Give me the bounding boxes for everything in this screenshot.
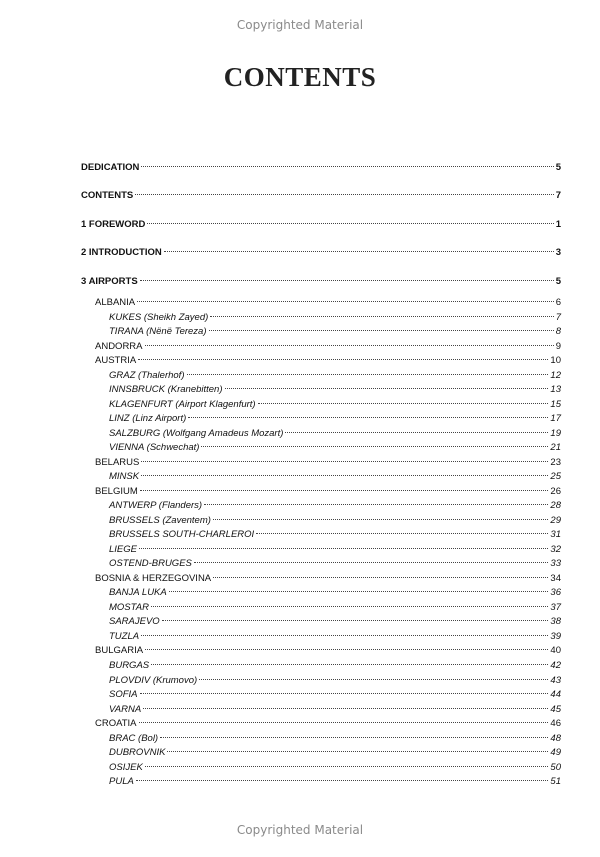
toc-country-entry [95,645,561,656]
toc-entry-label: TIRANA (Nënë Tereza) [109,326,207,338]
toc-entry-page-number: 34 [550,572,561,584]
toc-entry-page-number: 8 [555,326,561,338]
dot-leader [135,194,553,195]
toc-entry-label: DEDICATION [81,162,140,173]
toc-entry-page-number: 1 [555,219,561,230]
dot-leader [256,533,548,534]
toc-country-entry [95,718,561,729]
toc-entry-page-number: 31 [550,529,561,541]
toc-entry-label: PLOVDIV (Krumovo) [109,674,198,686]
toc-entry-page-number: 7 [555,190,561,201]
toc-entry-label: SOFIA [109,689,138,701]
toc-entry-label: LINZ (Linz Airport) [109,413,187,425]
toc-entry-label: ANDORRA [95,340,143,352]
dot-leader [140,280,554,281]
toc-airport-entry [109,515,561,526]
toc-entry-label: ANTWERP (Flanders) [109,500,203,512]
toc-airport-entry [109,776,561,787]
toc-entry-label: BANJA LUKA [109,587,167,599]
toc-airport-entry [109,616,561,627]
toc-country-entry [95,573,561,584]
toc-entry-page-number: 40 [550,645,561,657]
toc-entry-label: AUSTRIA [95,355,137,367]
dot-leader [140,490,549,491]
toc-airport-entry [109,675,561,686]
dot-leader [151,664,548,665]
dot-leader [141,166,553,167]
toc-entry-label: BELARUS [95,456,140,468]
dot-leader [225,388,549,389]
dot-leader [258,403,549,404]
toc-airport-entry [109,602,561,613]
toc-entry-label: CROATIA [95,718,137,730]
toc-airport-entry [109,399,561,410]
toc-entry-label: BRAC (Bol) [109,732,159,744]
toc-airport-entry [109,762,561,773]
toc-entry-label: CONTENTS [81,190,134,201]
toc-entry-page-number: 49 [550,747,561,759]
toc-entry-page-number: 28 [550,500,561,512]
toc-airport-entry [109,312,561,323]
dot-leader [167,751,548,752]
dot-leader [164,251,554,252]
dot-leader [209,330,554,331]
toc-section-entry [81,190,561,201]
toc-entry-label: SALZBURG (Wolfgang Amadeus Mozart) [109,427,284,439]
dot-leader [141,461,548,462]
dot-leader [188,417,548,418]
toc-airport-entry [109,704,561,715]
toc-airport-entry [109,733,561,744]
toc-entry-page-number: 21 [550,442,561,454]
toc-entry-label: DUBROVNIK [109,747,166,759]
dot-leader [145,345,554,346]
toc-airport-entry [109,428,561,439]
toc-entry-label: OSIJEK [109,761,143,773]
toc-country-entry [95,355,561,366]
toc-airport-entry [109,660,561,671]
toc-airport-entry [109,558,561,569]
dot-leader [213,577,548,578]
dot-leader [151,606,548,607]
toc-entry-page-number: 39 [550,630,561,642]
dot-leader [140,693,549,694]
dot-leader [137,301,554,302]
toc-entry-page-number: 6 [555,297,561,308]
toc-entry-label: BOSNIA & HERZEGOVINA [95,572,212,584]
toc-section-entry [81,162,561,173]
toc-entry-label: BRUSSELS SOUTH-CHARLEROI [109,529,255,541]
toc-airport-entry [109,326,561,337]
toc-entry-page-number: 13 [550,384,561,396]
dot-leader [162,620,549,621]
copyright-watermark-top: Copyrighted Material [236,18,364,32]
dot-leader [199,679,548,680]
toc-airport-entry [109,544,561,555]
dot-leader [145,649,548,650]
dot-leader [160,737,548,738]
toc-entry-page-number: 29 [550,514,561,526]
dot-leader [138,359,548,360]
dot-leader [141,635,548,636]
toc-entry-page-number: 32 [550,543,561,555]
toc-entry-page-number: 15 [550,398,561,410]
toc-entry-label: OSTEND-BRUGES [109,558,192,570]
toc-entry-label: ALBANIA [95,297,136,308]
toc-entry-label: VIENNA (Schwechat) [109,442,200,454]
toc-section-entry [81,247,561,258]
dot-leader [136,780,549,781]
toc-entry-label: LIEGE [109,543,137,555]
copyright-watermark-bottom: Copyrighted Material [236,823,364,837]
dot-leader [201,446,548,447]
dot-leader [139,548,548,549]
toc-country-entry [95,341,561,352]
dot-leader [139,722,549,723]
toc-entry-page-number: 48 [550,732,561,744]
toc-entry-page-number: 45 [550,703,561,715]
toc-entry-label: 2 INTRODUCTION [81,247,162,258]
page-title: CONTENTS [223,62,377,92]
toc-entry-page-number: 26 [550,485,561,497]
toc-airport-entry [109,747,561,758]
toc-airport-entry [109,413,561,424]
toc-entry-page-number: 19 [550,427,561,439]
dot-leader [147,223,553,224]
toc-entry-page-number: 44 [550,689,561,701]
toc-entry-page-number: 37 [550,601,561,613]
toc-airport-entry [109,529,561,540]
toc-airport-entry [109,370,561,381]
toc-entry-label: MINSK [109,471,140,483]
dot-leader [194,562,549,563]
toc-entry-label: PULA [109,776,134,788]
toc-entry-page-number: 43 [550,674,561,686]
toc-entry-label: GRAZ (Thalerhof) [109,369,185,381]
toc-entry-page-number: 33 [550,558,561,570]
toc-entry-page-number: 46 [550,718,561,730]
toc-entry-label: BULGARIA [95,645,144,657]
toc-entry-label: 3 AIRPORTS [81,276,138,287]
toc-section-entry [81,276,561,287]
toc-airport-entry [109,631,561,642]
toc-airport-entry [109,384,561,395]
toc-entry-page-number: 51 [550,776,561,788]
toc-section-entry [81,219,561,230]
toc-entry-label: VARNA [109,703,142,715]
toc-entry-page-number: 7 [555,311,561,323]
dot-leader [204,504,548,505]
toc-entry-label: MOSTAR [109,601,149,613]
toc-entry-label: BURGAS [109,660,150,671]
toc-airport-entry [109,442,561,453]
toc-entry-label: BRUSSELS (Zaventem) [109,514,211,526]
toc-entry-page-number: 36 [550,587,561,599]
toc-entry-page-number: 10 [550,355,561,367]
toc-entry-label: INNSBRUCK (Kranebitten) [109,384,223,396]
toc-airport-entry [109,471,561,482]
dot-leader [187,374,549,375]
toc-entry-page-number: 9 [555,340,561,352]
toc-entry-label: 1 FOREWORD [81,219,146,230]
toc-entry-page-number: 12 [550,369,561,381]
toc-airport-entry [109,500,561,511]
toc-entry-label: BELGIUM [95,485,138,497]
toc-entry-label: KLAGENFURT (Airport Klagenfurt) [109,398,256,410]
toc-entry-label: SARAJEVO [109,616,160,628]
dot-leader [141,475,548,476]
dot-leader [285,432,548,433]
dot-leader [145,766,549,767]
toc-airport-entry [109,689,561,700]
toc-country-entry [95,486,561,497]
toc-entry-page-number: 5 [555,276,561,287]
toc-entry-page-number: 17 [550,413,561,425]
toc-country-entry [95,457,561,468]
toc-entry-label: TUZLA [109,630,140,642]
dot-leader [169,591,549,592]
dot-leader [143,708,548,709]
toc-entry-label: KUKES (Sheikh Zayed) [109,311,209,323]
toc-entry-page-number: 42 [550,660,561,671]
toc-entry-page-number: 3 [555,247,561,258]
toc-entry-page-number: 23 [550,456,561,468]
toc-airport-entry [109,587,561,598]
toc-country-entry [95,297,561,308]
dot-leader [210,316,553,317]
toc-entry-page-number: 38 [550,616,561,628]
toc-entry-page-number: 50 [550,761,561,773]
toc-entry-page-number: 25 [550,471,561,483]
dot-leader [213,519,549,520]
toc-entry-page-number: 5 [555,162,561,173]
